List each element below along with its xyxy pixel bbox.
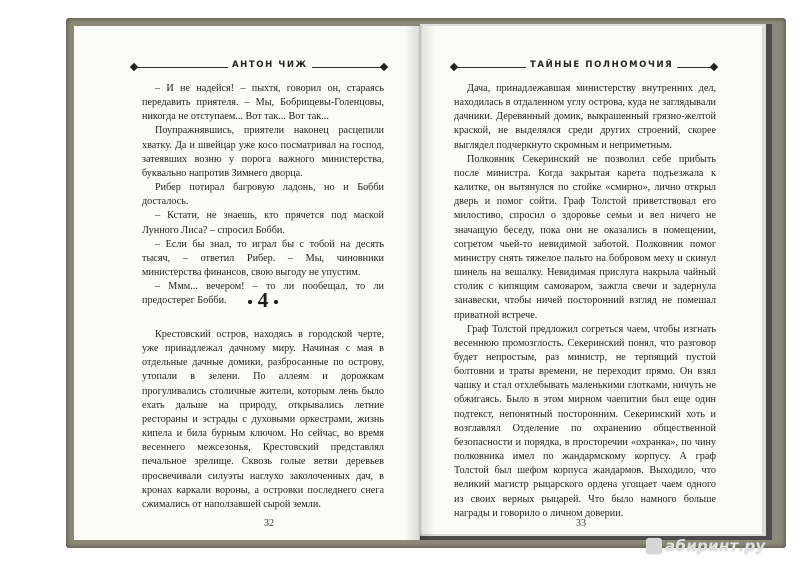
diamond-ornament — [450, 63, 458, 71]
paragraph: Рибер потирал багровую ладонь, но и Бобби досталось. — [142, 182, 384, 208]
right-page — [420, 26, 762, 534]
diamond-ornament — [130, 63, 138, 71]
paragraph: Граф Толстой предложил согреться чаем, чтобы изгнать весеннюю промозглость. Секеринский понял, что разговор будет непростым, раз министр, не терпящий пустой болтовни и траты времени, не переходит прямо. Он взял чашку и стал отхлебывать маленькими глотками, ничуть не обжигаясь. Было в этом мирном чаепитии был еще один подтекст, непонятный посторонним. Секеринский хоть и возглавлял Отделение по охранению общественной безопасности и порядка, в просторечии «охранка», по чину полковника имел по жандармскому корпусу. А граф Толстой был шефом корпуса жандармов. Выходило, что великий магистр рыцарского ордена угощает чаем одного из своих верных рыцарей. Что было намного больше награды и говорило о личном доверии. — [454, 323, 716, 519]
dot-ornament — [274, 300, 278, 304]
page-number: 32 — [264, 518, 274, 529]
diamond-ornament — [710, 63, 718, 71]
paragraph: – Кстати, не знаешь, кто прячется под маской Лунного Лиса? – спросил Бобби. — [142, 210, 384, 236]
paragraph: Поупражнявшись, приятели наконец расцепили хватку. Да и швейцар уже косо посматривал на господ, затеявших возню у порога важного министерства, буквально напротив Зимнего дворца. — [142, 125, 384, 179]
left-text-top — [142, 82, 384, 309]
page-number: 33 — [576, 518, 586, 529]
left-text-bottom — [142, 328, 384, 512]
paragraph: – Если бы знал, то играл бы с тобой на десять тысяч, – ответил Рибер. – Мы, чиновники министерства финансов, свою выгоду не упустим. — [142, 238, 384, 279]
right-text — [454, 82, 716, 521]
labirint-logo-icon — [646, 538, 662, 554]
diamond-ornament — [380, 63, 388, 71]
chapter-heading — [142, 280, 384, 320]
chapter-number: 4 — [257, 288, 269, 312]
paragraph: Полковник Секеринский не позволил себе прибыть после министра. Когда закрытая карета подъезжала к калитке, он вытянулся по стойке «смирно», лично открыл дверь и помог сойти. Граф Толстой приветствовал его милостиво, спросил о здоровье семьи и вел ничего не значащую беседу, пока они не оказались в помещении, согретом чьей-то невидимой заботой. Полковник помог министру снять тяжелое пальто на бобровом меху и скинул шинель на вешалку. Невидимая прислуга накрыла чайный столик с кипящим самоваром, зажгла свечи и задернула занавески, чтобы ничей посторонний взгляд не помешал приватной встрече. — [454, 153, 716, 321]
paragraph: – И не надейся! – пыхтя, говорил он, стараясь передавить приятеля. – Мы, Бобрищевы-Голенцовы, никогда не отступаем... Вот так... Вот так... — [142, 83, 384, 123]
paragraph: Крестовский остров, находясь в городской черте, уже принадлежал дачному миру. Начиная с мая в отдельные дачные домики, разбросанные по острову, утопали в зелени. По аллеям и дорожкам прогуливались столичные жители, которым лень было ехать дальше на природу, открывались летние рестораны и эстрады с духовыми оркестрами, жизнь кипела и била бурным ключом. Но сейчас, во время весеннего межсезонья, Крестовский представлял печальное зрелище. Сквозь голые ветви деревьев просвечивали силуэты наглухо заколоченных дач, в кронах каркали вороны, а островки последнего снега сжимались от наползавшей сырой земли. — [142, 329, 384, 510]
dot-ornament — [248, 300, 252, 304]
left-running-header — [134, 60, 384, 72]
left-page — [74, 26, 420, 540]
right-running-header — [454, 60, 714, 72]
book-title: ТАЙНЫЕ ПОЛНОМОЧИЯ — [526, 60, 677, 70]
watermark — [646, 537, 766, 555]
watermark-text: абиринт.ру — [665, 537, 766, 555]
paragraph: Дача, принадлежавшая министерству внутренних дел, находилась в отдаленном углу острова, куда не заглядывали дачники. Деревянный домик, выкрашенный грязно-желтой краской, не выделялся среди других строений, скорее выглядел подчеркнуто скромным и неприметным. — [454, 83, 716, 151]
paragraph: – Ммм... вечером! – то ли пообещал, то ли предостерег Бобби. — [142, 281, 384, 307]
author-name: АНТОН ЧИЖ — [228, 60, 312, 70]
